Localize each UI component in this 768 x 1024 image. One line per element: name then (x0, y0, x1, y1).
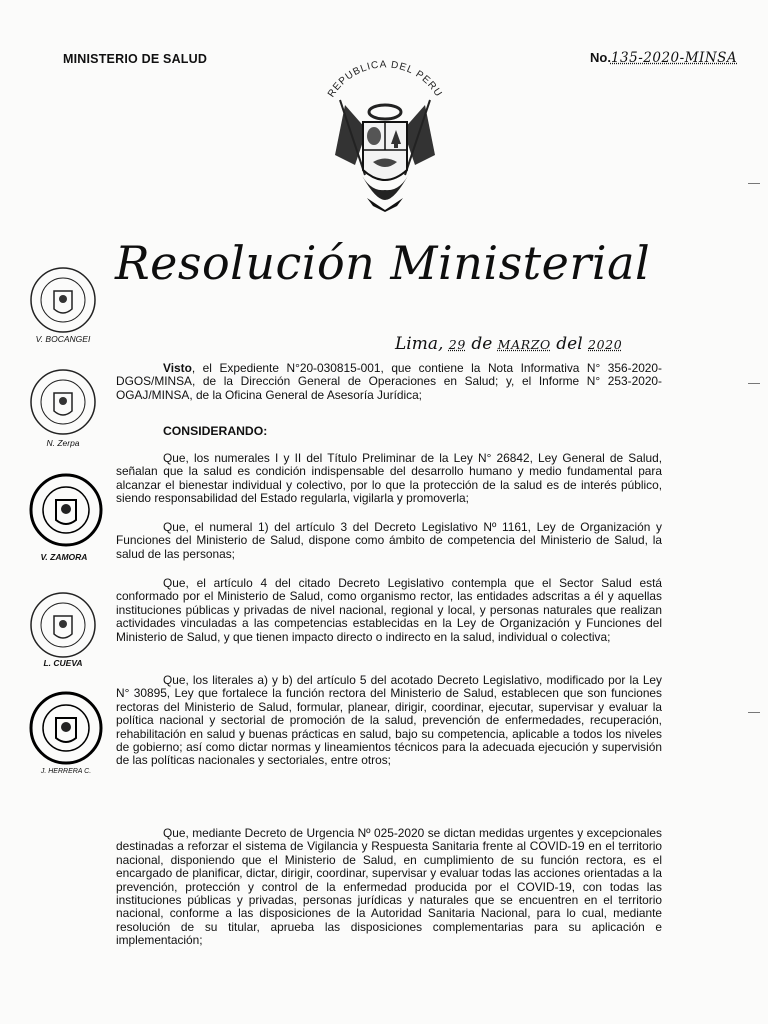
seal-signature-4: L. CUEVA (43, 658, 83, 668)
date-year: 2020 (588, 337, 623, 352)
ministry-header: MINISTERIO DE SALUD (63, 52, 208, 66)
paragraph-1-text: Que, los numerales I y II del Título Preliminar de la Ley N° 26842, Ley General de Salud, señalan que la salud es condición indispensable del desarrollo humano y medio fundamental para alcanzar el bienestar individual y colectivo, por lo que la protección de la salud es de interés público, siendo responsabilidad del Estado regularla, vigilarla y promoverla; (116, 451, 662, 506)
ministry-seal-stamp (28, 472, 104, 548)
seal-signature-1: V. BOCANGEI (35, 334, 91, 344)
ministry-seal-stamp (28, 265, 98, 335)
paragraph-5-text: Que, mediante Decreto de Urgencia Nº 025-2020 se dictan medidas urgentes y excepcionales destinadas a reforzar el sistema de Vigilancia y Respuesta Sanitaria frente al COVID-19 en el territorio nacional, disponiendo que el Ministerio de Salud, en cumplimiento de su función rectora, es el encargado de planificar, dictar, dirigir, coordinar, supervisar y evaluar todas las acciones orientadas a la prevención, protección y control de la enfermedad producida por el COVID-19, con todas las instituciones públicas y privadas, personas jurídicas y naturales que se encuentren en el territorio nacional, conforme a las disposiciones de la Autoridad Sanitaria Nacional, para lo cual, mediante resolución de su titular, aprueba las disposiciones complementarias para su aplicación e implementación; (116, 826, 662, 948)
seal-signature-2: N. Zerpa (46, 438, 80, 448)
visto-paragraph (116, 362, 662, 402)
document-title: Resolución Ministerial (115, 236, 651, 290)
scan-edge-mark (748, 383, 760, 384)
paragraph-2-text: Que, el numeral 1) del artículo 3 del Decreto Legislativo Nº 1161, Ley de Organización y Funciones del Ministerio de Salud, dispone como ámbito de competencia del Ministerio de Salud, la salud de las personas; (116, 520, 662, 561)
ministry-seal-stamp (28, 590, 98, 660)
paragraph-3 (116, 577, 662, 644)
paragraph-4-text: Que, los literales a) y b) del artículo 5 del acotado Decreto Legislativo, modificado por la Ley N° 30895, Ley que fortalece la función rectora del Ministerio de Salud, establecen que son funciones rectoras del Ministerio de Salud, formular, planear, dirigir, coordinar, ejecutar, supervisar y evaluar la política nacional y sectorial de promoción de la salud, prevención de enfermedades, recuperación, rehabilitación en salud y buenas prácticas en salud, bajo su competencia, aplicable a todos los niveles de gobierno; así como dictar normas y lineamientos técnicos para la adecuada ejecución y supervisión de las políticas nacionales y sectoriales, entre otros; (116, 673, 662, 768)
seal-signature-5: J. HERRERA C. (40, 768, 92, 775)
date-line (395, 334, 622, 354)
date-day: 29 (448, 337, 466, 352)
scan-edge-mark (748, 712, 760, 713)
scan-edge-mark (748, 183, 760, 184)
paragraph-4 (116, 674, 662, 768)
svg-text:REPUBLICA DEL PERU: REPUBLICA DEL PERU (325, 60, 445, 100)
seal-signature-3: V. ZAMORA (40, 552, 88, 562)
considerando-heading: CONSIDERANDO: (163, 424, 268, 438)
paragraph-3-text: Que, el artículo 4 del citado Decreto Legislativo contempla que el Sector Salud está conformado por el Ministerio de Salud, como organismo rector, las entidades adscritas a él y aquellas instituciones públicas y privadas de nivel nacional, regional y local, y personas naturales que realizan actividades vinculadas a las competencias establecidas en la Ley de Organización y Funciones del Ministerio de Salud, y que tienen impacto directo o indirecto en la salud, individual o colectiva; (116, 576, 662, 644)
paragraph-5 (116, 827, 662, 948)
visto-label: Visto (163, 361, 192, 375)
resolution-number-value: 135-2020-MINSA (610, 50, 738, 66)
date-de: de (471, 334, 493, 354)
date-del: del (556, 334, 583, 354)
ministry-seal-stamp (28, 690, 104, 766)
resolution-number-prefix: No. (590, 50, 611, 65)
visto-text: , el Expediente N°20-030815-001, que contiene la Nota Informativa N° 356-2020-DGOS/MINSA, de la Dirección General de Operaciones en Salud; y, el Informe N° 253-2020-OGAJ/MINSA, de la Oficina General de Asesoría Jurídica; (116, 361, 662, 402)
ministry-seal-stamp (28, 367, 98, 437)
coat-of-arms-emblem (305, 60, 465, 220)
date-month: MARZO (497, 337, 551, 352)
date-city: Lima, (395, 334, 444, 354)
paragraph-2 (116, 521, 662, 561)
paragraph-1 (116, 452, 662, 506)
resolution-number (590, 50, 737, 66)
